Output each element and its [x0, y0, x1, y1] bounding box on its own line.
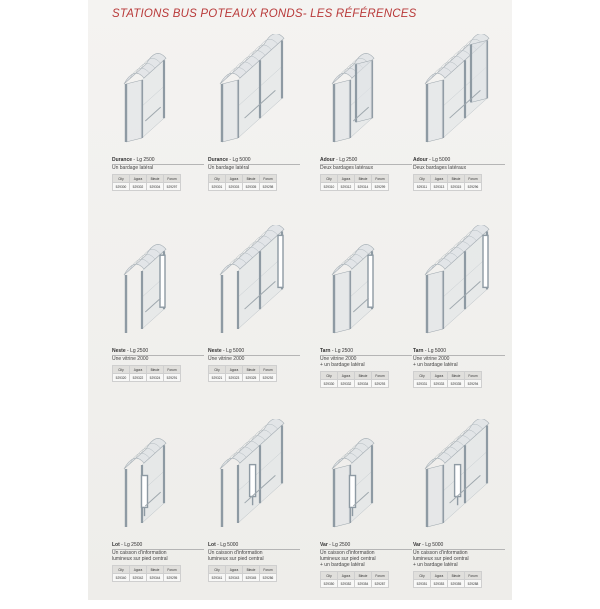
reference-header: City	[414, 572, 431, 580]
product-card	[112, 225, 204, 415]
reference-code: 529315	[448, 183, 465, 191]
reference-header: Bleuie	[448, 175, 465, 183]
product-size: Lg 2500	[130, 348, 149, 354]
reference-header: Bleuie	[147, 366, 164, 374]
reference-code: 529343	[226, 574, 243, 582]
reference-code: 529312	[338, 183, 355, 191]
reference-code: 529345	[243, 574, 260, 582]
reference-code: 529353	[431, 580, 448, 588]
product-description: Un caisson d'information	[413, 550, 468, 556]
reference-code: 529341	[209, 574, 226, 582]
product-description: Une vitrine 2000	[320, 356, 357, 362]
product-size: Lg 5000	[427, 348, 446, 354]
reference-code: 529297	[164, 183, 181, 191]
product-size: Lg 5000	[232, 157, 251, 163]
product-size: Lg 2500	[136, 157, 155, 163]
product-caption: Lot - Lg 2500 Un caisson d'information lumineux sur pied central City Agora Bleuie Forum 529340 529342 529344 529295	[112, 542, 204, 582]
reference-code: 529325	[243, 374, 260, 382]
reference-table	[208, 174, 277, 191]
reference-header: City	[209, 175, 226, 183]
reference-header: Agora	[338, 372, 355, 380]
product-name: Adour	[413, 157, 428, 163]
reference-header: Forum	[372, 175, 389, 183]
reference-header: Agora	[338, 175, 355, 183]
product-description: Une vitrine 2000	[112, 356, 149, 362]
product-caption: Var - Lg 5000 Un caisson d'information lumineux sur pied central + un bardage latéral City Agora Bleuie Forum 529351 529353 529355 529288	[413, 542, 505, 588]
product-card	[208, 419, 300, 609]
reference-header: City	[113, 566, 130, 574]
reference-table	[112, 174, 181, 191]
shelter-illustration	[320, 419, 412, 537]
reference-header: City	[209, 566, 226, 574]
product-description: + un bardage latéral	[320, 562, 365, 568]
reference-header: Bleuie	[147, 175, 164, 183]
reference-header: Forum	[372, 572, 389, 580]
reference-code: 529300	[113, 183, 130, 191]
reference-code: 529355	[448, 580, 465, 588]
reference-code: 529294	[465, 380, 482, 388]
reference-header: City	[209, 366, 226, 374]
reference-header: Bleuie	[355, 572, 372, 580]
product-caption: Tarn - Lg 5000 Une vitrine 2000 + un bardage latéral City Agora Bleuie Forum 529331 529333 529335 529294	[413, 348, 505, 388]
reference-header: Forum	[164, 175, 181, 183]
page-title: STATIONS BUS POTEAUX RONDS- LES RÉFÉRENCES	[112, 8, 417, 20]
product-name: Neste	[208, 348, 222, 354]
shelter-illustration	[112, 419, 204, 537]
reference-header: City	[321, 175, 338, 183]
reference-table	[320, 371, 389, 388]
product-size: Lg 5000	[226, 348, 245, 354]
product-card	[413, 225, 505, 415]
shelter-illustration	[413, 34, 505, 152]
product-description: Une vitrine 2000	[413, 356, 450, 362]
reference-header: Agora	[130, 566, 147, 574]
reference-table	[413, 571, 482, 588]
product-name: Tarn	[413, 348, 424, 354]
shelter-illustration	[112, 225, 204, 343]
reference-header: Forum	[260, 566, 277, 574]
product-card	[413, 419, 505, 609]
reference-code: 529320	[113, 374, 130, 382]
reference-header: City	[321, 372, 338, 380]
product-card	[208, 225, 300, 415]
shelter-illustration	[112, 34, 204, 152]
shelter-illustration	[208, 225, 300, 343]
reference-header: Agora	[338, 572, 355, 580]
product-description: Une vitrine 2000	[208, 356, 245, 362]
reference-code: 529323	[226, 374, 243, 382]
reference-header: Forum	[465, 175, 482, 183]
reference-code: 529332	[338, 380, 355, 388]
product-size: Lg 5000	[432, 157, 451, 163]
product-description: + un bardage latéral	[413, 362, 458, 368]
reference-header: City	[321, 572, 338, 580]
shelter-illustration	[208, 419, 300, 537]
product-caption: Neste - Lg 2500 Une vitrine 2000 City Agora Bleuie Forum 529320 529322 529324 529291	[112, 348, 204, 382]
product-card	[112, 34, 204, 224]
reference-header: Bleuie	[448, 372, 465, 380]
reference-table	[320, 174, 389, 191]
reference-code: 529296	[465, 183, 482, 191]
product-caption: Durance - Lg 2500 Un bardage latéral City Agora Bleuie Forum 529300 529302 529304 529297	[112, 157, 204, 191]
reference-code: 529310	[321, 183, 338, 191]
reference-code: 529293	[372, 380, 389, 388]
reference-header: City	[414, 372, 431, 380]
shelter-illustration	[413, 225, 505, 343]
reference-header: Agora	[226, 175, 243, 183]
reference-code: 529313	[431, 183, 448, 191]
product-description: lumineux sur pied central	[208, 556, 264, 562]
reference-header: Agora	[130, 175, 147, 183]
reference-code: 529330	[321, 380, 338, 388]
reference-header: Forum	[260, 366, 277, 374]
reference-code: 529305	[243, 183, 260, 191]
product-size: Lg 2500	[334, 348, 353, 354]
reference-code: 529303	[226, 183, 243, 191]
reference-code: 529334	[355, 380, 372, 388]
reference-table	[208, 565, 277, 582]
reference-code: 529324	[147, 374, 164, 382]
product-name: Lot	[112, 542, 120, 548]
reference-header: Forum	[465, 372, 482, 380]
reference-table	[413, 174, 482, 191]
product-size: Lg 2500	[124, 542, 143, 548]
reference-header: Forum	[164, 566, 181, 574]
reference-code: 529340	[113, 574, 130, 582]
product-description: + un bardage latéral	[413, 562, 458, 568]
reference-header: Bleuie	[243, 566, 260, 574]
reference-code: 529292	[260, 374, 277, 382]
product-description: Deux bardages latéraux	[413, 165, 467, 171]
reference-header: Bleuie	[147, 566, 164, 574]
reference-table	[112, 365, 181, 382]
shelter-illustration	[320, 225, 412, 343]
product-description: Un caisson d'information	[112, 550, 167, 556]
reference-code: 529304	[147, 183, 164, 191]
reference-table	[112, 565, 181, 582]
reference-header: City	[414, 175, 431, 183]
product-caption: Tarn - Lg 2500 Une vitrine 2000 + un bardage latéral City Agora Bleuie Forum 529330 529332 529334 529293	[320, 348, 412, 388]
product-description: + un bardage latéral	[320, 362, 365, 368]
reference-header: City	[113, 175, 130, 183]
reference-code: 529354	[355, 580, 372, 588]
reference-table	[413, 371, 482, 388]
product-name: Lot	[208, 542, 216, 548]
reference-code: 529288	[465, 580, 482, 588]
product-card	[320, 419, 412, 609]
product-card	[112, 419, 204, 609]
product-card	[413, 34, 505, 224]
reference-header: Agora	[226, 566, 243, 574]
product-caption: Adour - Lg 5000 Deux bardages latéraux City Agora Bleuie Forum 529311 529313 529315 529296	[413, 157, 505, 191]
reference-code: 529352	[338, 580, 355, 588]
reference-code: 529287	[372, 580, 389, 588]
product-card	[208, 34, 300, 224]
product-size: Lg 5000	[220, 542, 239, 548]
product-name: Var	[320, 542, 328, 548]
product-description: lumineux sur pied central	[112, 556, 168, 562]
reference-header: Agora	[226, 366, 243, 374]
reference-code: 529298	[260, 183, 277, 191]
reference-code: 529333	[431, 380, 448, 388]
product-description: Un caisson d'information	[208, 550, 263, 556]
reference-header: Forum	[372, 372, 389, 380]
product-caption: Var - Lg 2500 Un caisson d'information lumineux sur pied central + un bardage latéral City Agora Bleuie Forum 529350 529352 529354 529287	[320, 542, 412, 588]
reference-header: Bleuie	[355, 372, 372, 380]
reference-code: 529314	[355, 183, 372, 191]
reference-code: 529342	[130, 574, 147, 582]
product-name: Var	[413, 542, 421, 548]
reference-table	[208, 365, 277, 382]
product-description: Un caisson d'information	[320, 550, 375, 556]
reference-header: Agora	[130, 366, 147, 374]
reference-code: 529301	[209, 183, 226, 191]
reference-code: 529299	[372, 183, 389, 191]
product-name: Tarn	[320, 348, 331, 354]
product-caption: Lot - Lg 5000 Un caisson d'information lumineux sur pied central City Agora Bleuie Forum 529341 529343 529345 529286	[208, 542, 300, 582]
reference-code: 529291	[164, 374, 181, 382]
product-size: Lg 2500	[339, 157, 358, 163]
reference-code: 529331	[414, 380, 431, 388]
reference-code: 529335	[448, 380, 465, 388]
product-description: lumineux sur pied central	[320, 556, 376, 562]
reference-code: 529295	[164, 574, 181, 582]
reference-code: 529302	[130, 183, 147, 191]
product-card	[320, 34, 412, 224]
product-card	[320, 225, 412, 415]
shelter-illustration	[413, 419, 505, 537]
reference-header: Agora	[431, 175, 448, 183]
reference-header: Agora	[431, 572, 448, 580]
product-caption: Durance - Lg 5000 Un bardage latéral City Agora Bleuie Forum 529301 529303 529305 529298	[208, 157, 300, 191]
product-name: Neste	[112, 348, 126, 354]
reference-header: Forum	[260, 175, 277, 183]
product-description: Un bardage latéral	[208, 165, 250, 171]
reference-code: 529321	[209, 374, 226, 382]
reference-code: 529351	[414, 580, 431, 588]
product-description: Un bardage latéral	[112, 165, 154, 171]
reference-code: 529286	[260, 574, 277, 582]
reference-header: Bleuie	[243, 366, 260, 374]
reference-header: Bleuie	[243, 175, 260, 183]
reference-table	[320, 571, 389, 588]
reference-header: Forum	[164, 366, 181, 374]
product-description: Deux bardages latéraux	[320, 165, 374, 171]
product-name: Durance	[208, 157, 229, 163]
product-caption: Neste - Lg 5000 Une vitrine 2000 City Agora Bleuie Forum 529321 529323 529325 529292	[208, 348, 300, 382]
reference-header: Bleuie	[355, 175, 372, 183]
reference-header: City	[113, 366, 130, 374]
product-caption: Adour - Lg 2500 Deux bardages latéraux City Agora Bleuie Forum 529310 529312 529314 529299	[320, 157, 412, 191]
shelter-illustration	[208, 34, 300, 152]
reference-code: 529322	[130, 374, 147, 382]
product-size: Lg 5000	[425, 542, 444, 548]
product-name: Durance	[112, 157, 133, 163]
reference-header: Forum	[465, 572, 482, 580]
product-description: lumineux sur pied central	[413, 556, 469, 562]
reference-code: 529350	[321, 580, 338, 588]
product-size: Lg 2500	[332, 542, 351, 548]
shelter-illustration	[320, 34, 412, 152]
reference-code: 529311	[414, 183, 431, 191]
reference-header: Agora	[431, 372, 448, 380]
reference-header: Bleuie	[448, 572, 465, 580]
reference-code: 529344	[147, 574, 164, 582]
product-name: Adour	[320, 157, 335, 163]
